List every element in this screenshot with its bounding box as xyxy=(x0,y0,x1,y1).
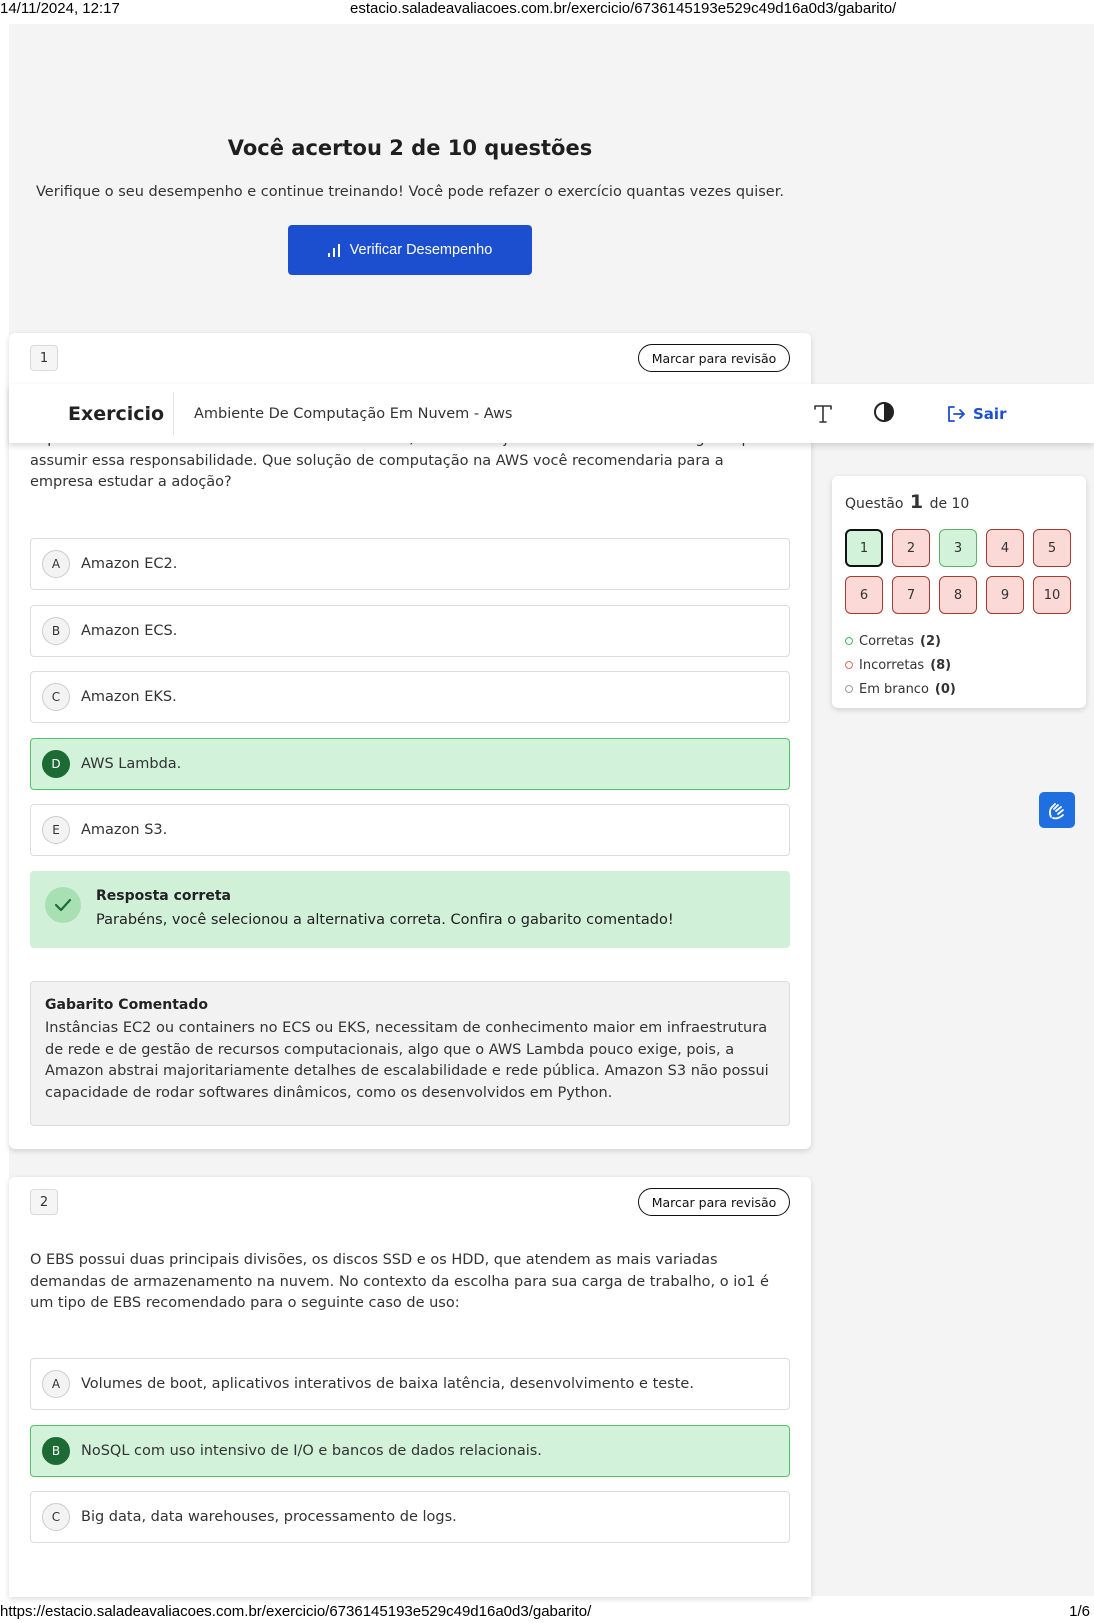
option-letter: A xyxy=(42,550,70,578)
exit-button[interactable] xyxy=(946,384,1006,443)
option-letter: D xyxy=(42,750,70,778)
option-c[interactable] xyxy=(30,1491,790,1543)
question-text: O EBS possui duas principais divisões, os discos SSD e os HDD, que atendem as mais variadas demandas de armazenamento na nuvem. No contexto da escolha para sua carga de trabalho, o io1 é um tipo de EBS recomendado para o seguinte caso de uso: xyxy=(30,1252,769,1311)
legend-label: Incorretas xyxy=(859,657,925,673)
option-b-correct[interactable] xyxy=(30,1425,790,1477)
option-letter: C xyxy=(42,683,70,711)
option-text: Amazon EKS. xyxy=(81,689,177,705)
feedback-title: Resposta correta xyxy=(96,888,231,904)
legend-label: Em branco xyxy=(859,681,929,697)
option-e[interactable] xyxy=(30,804,790,856)
print-footer-url: https://estacio.saladeavaliacoes.com.br/exercicio/6736145193e529c49d16a0d3/gabarito/ xyxy=(0,1603,592,1620)
question-nav-10[interactable]: 10 xyxy=(1033,576,1071,614)
option-c[interactable] xyxy=(30,671,790,723)
question-text: assumir essa responsabilidade. Que solução de computação na AWS você recomendaria para a empresa estudar a adoção? xyxy=(30,452,724,490)
question-card-2 xyxy=(9,1177,811,1597)
feedback-text: Parabéns, você selecionou a alternativa correta. Confira o gabarito comentado! xyxy=(96,912,674,928)
red-dot-icon xyxy=(845,661,853,669)
option-d-correct[interactable] xyxy=(30,738,790,790)
verify-performance-label: Verificar Desempenho xyxy=(349,242,493,258)
question-number: 1 xyxy=(30,345,58,371)
counter-suffix: de 10 xyxy=(929,496,970,512)
print-date: 14/11/2024, 12:17 xyxy=(0,0,120,17)
question-navigator xyxy=(832,476,1086,708)
legend-label: Corretas xyxy=(859,633,915,649)
option-text: Big data, data warehouses, processamento de logs. xyxy=(81,1509,457,1525)
top-navigation-bar xyxy=(9,384,1094,443)
question-nav-6[interactable]: 6 xyxy=(845,576,883,614)
verify-performance-button[interactable] xyxy=(288,225,532,275)
option-letter: C xyxy=(42,1503,70,1531)
option-text: AWS Lambda. xyxy=(81,756,182,772)
print-footer xyxy=(0,1601,1094,1623)
correct-answer-feedback xyxy=(30,871,790,948)
question-nav-7[interactable]: 7 xyxy=(892,576,930,614)
green-dot-icon xyxy=(845,637,853,645)
current-question: 1 xyxy=(909,491,924,513)
legend-count: (0) xyxy=(934,681,956,697)
sign-language-icon[interactable] xyxy=(1039,792,1075,828)
option-letter: B xyxy=(42,1437,70,1465)
option-a[interactable] xyxy=(30,538,790,590)
commented-answer-title: Gabarito Comentado xyxy=(45,997,209,1013)
question-number: 2 xyxy=(30,1189,58,1215)
legend-blank xyxy=(845,677,956,701)
result-title: Você acertou 2 de 10 questões xyxy=(227,136,593,160)
legend-count: (2) xyxy=(920,633,941,649)
exit-label: Sair xyxy=(973,404,1007,423)
option-text: Volumes de boot, aplicativos interativos de baixa latência, desenvolvimento e teste. xyxy=(81,1376,694,1392)
divider xyxy=(173,392,174,435)
print-header xyxy=(0,0,1094,16)
question-nav-1[interactable]: 1 xyxy=(845,529,883,567)
option-letter: E xyxy=(42,816,70,844)
contrast-icon[interactable] xyxy=(872,400,896,424)
option-text: Amazon S3. xyxy=(81,822,168,838)
mark-review-button[interactable]: Marcar para revisão xyxy=(638,1188,790,1216)
option-letter: B xyxy=(42,617,70,645)
legend-count: (8) xyxy=(930,657,952,673)
question-nav-4[interactable]: 4 xyxy=(986,529,1024,567)
counter-prefix: Questão xyxy=(845,496,904,512)
gray-dot-icon xyxy=(845,685,853,693)
option-letter: A xyxy=(42,1370,70,1398)
print-page-number: 1/6 xyxy=(1069,1603,1090,1620)
option-text: Amazon ECS. xyxy=(81,623,178,639)
commented-answer-text: Instâncias EC2 ou containers no ECS ou EKS, necessitam de conhecimento maior em infraestrutura de rede e de gestão de recursos computacionais, algo que o AWS Lambda pouco exige, pois, a Amazon abstrai majoritariamente detalhes de escalabilidade e rede pública. Amazon S3 não possui capacidade de rodar softwares dinâmicos, como os desenvolvidos em Python. xyxy=(45,1020,769,1101)
question-nav-2[interactable]: 2 xyxy=(892,529,930,567)
question-counter xyxy=(845,491,969,513)
legend-incorrect xyxy=(845,653,956,677)
question-grid xyxy=(845,529,1071,614)
print-header-url: estacio.saladeavaliacoes.com.br/exercicio/6736145193e529c49d16a0d3/gabarito/ xyxy=(350,0,897,17)
option-b[interactable] xyxy=(30,605,790,657)
question-nav-8[interactable]: 8 xyxy=(939,576,977,614)
option-text: Amazon EC2. xyxy=(81,556,178,572)
question-nav-5[interactable]: 5 xyxy=(1033,529,1071,567)
status-legend xyxy=(845,629,956,701)
checkmark-icon xyxy=(45,887,81,923)
legend-correct xyxy=(845,629,956,653)
question-nav-3[interactable]: 3 xyxy=(939,529,977,567)
option-a[interactable] xyxy=(30,1358,790,1410)
chart-bars-icon xyxy=(328,244,340,257)
option-text: NoSQL com uso intensivo de I/O e bancos de dados relacionais. xyxy=(81,1443,542,1459)
mark-review-button[interactable]: Marcar para revisão xyxy=(638,344,790,372)
logout-icon xyxy=(946,404,966,424)
question-card-1 xyxy=(9,333,811,1149)
question-nav-9[interactable]: 9 xyxy=(986,576,1024,614)
subject-title: Ambiente De Computação Em Nuvem - Aws xyxy=(194,405,513,422)
result-subtitle: Verifique o seu desempenho e continue treinando! Você pode refazer o exercício quantas vezes quiser. xyxy=(36,184,784,200)
commented-answer xyxy=(30,981,790,1126)
font-size-icon[interactable] xyxy=(811,401,835,425)
app-title: Exercicio xyxy=(68,402,165,425)
